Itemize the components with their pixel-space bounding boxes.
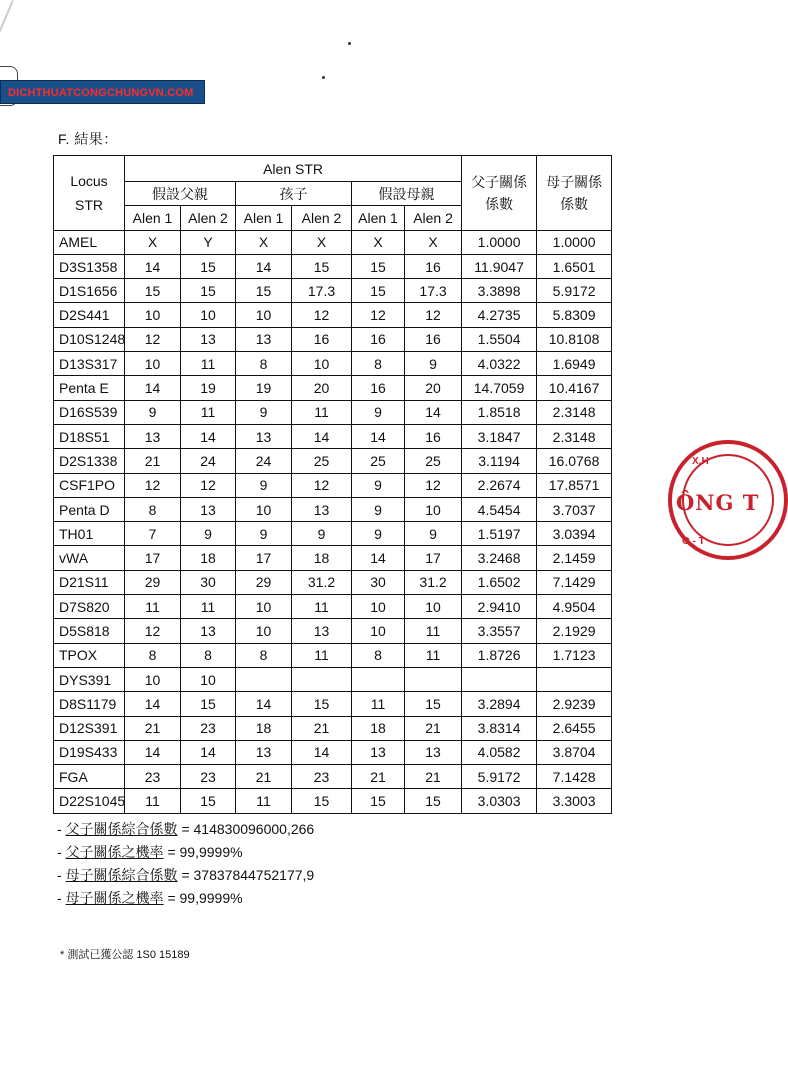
- cell-mother-allele2: 16: [405, 327, 462, 351]
- cell-child-allele2: 13: [292, 497, 352, 521]
- cell-child-allele1: 11: [236, 789, 292, 813]
- cell-father-allele1: 17: [125, 546, 181, 570]
- cell-mother-allele1: 21: [352, 765, 405, 789]
- cell-mother-allele1: 8: [352, 352, 405, 376]
- cell-locus: D22S1045: [54, 789, 125, 813]
- header-locus-label: Locus STR: [70, 172, 108, 213]
- cell-child-allele2: 15: [292, 254, 352, 278]
- cell-paternity-index: 1.5197: [462, 522, 537, 546]
- header-maternity-index: [537, 156, 612, 231]
- stamp-main-text: ÔNG T: [676, 490, 760, 515]
- cell-paternity-index: 4.0582: [462, 740, 537, 764]
- table-row: [54, 692, 612, 716]
- table-row: [54, 643, 612, 667]
- cell-maternity-index: 3.0394: [537, 522, 612, 546]
- header-mother-allele1: Alen 1: [352, 206, 405, 230]
- cell-father-allele1: 9: [125, 400, 181, 424]
- cell-mother-allele1: 15: [352, 789, 405, 813]
- cell-paternity-index: [462, 667, 537, 691]
- cell-father-allele2: 13: [181, 497, 236, 521]
- cell-father-allele2: 14: [181, 740, 236, 764]
- note-value: = 37837844752177,9: [177, 867, 315, 883]
- cell-paternity-index: 1.8518: [462, 400, 537, 424]
- table-row: [54, 449, 612, 473]
- cell-father-allele1: 7: [125, 522, 181, 546]
- note-prefix: -: [57, 821, 66, 837]
- header-mother-allele2: Alen 2: [405, 206, 462, 230]
- cell-locus: D12S391: [54, 716, 125, 740]
- table-row: [54, 303, 612, 327]
- note-label: 父子關係之機率: [65, 844, 164, 860]
- note-prefix: -: [57, 890, 66, 906]
- cell-child-allele1: 8: [236, 352, 292, 376]
- cell-father-allele2: 24: [181, 449, 236, 473]
- cell-maternity-index: 7.1429: [537, 570, 612, 594]
- cell-mother-allele1: 16: [352, 327, 405, 351]
- str-results-table: [53, 155, 612, 814]
- cell-mother-allele2: 31.2: [405, 570, 462, 594]
- header-father: 假設父親: [125, 182, 236, 206]
- cell-maternity-index: 2.3148: [537, 400, 612, 424]
- cell-maternity-index: 2.6455: [537, 716, 612, 740]
- cell-paternity-index: 2.2674: [462, 473, 537, 497]
- cell-mother-allele1: 30: [352, 570, 405, 594]
- cell-child-allele2: 14: [292, 740, 352, 764]
- cell-mother-allele1: 16: [352, 376, 405, 400]
- cell-mother-allele1: X: [352, 230, 405, 254]
- table-row: [54, 595, 612, 619]
- cell-mother-allele2: 16: [405, 254, 462, 278]
- cell-father-allele1: 14: [125, 254, 181, 278]
- cell-maternity-index: 2.1929: [537, 619, 612, 643]
- cell-child-allele1: 19: [236, 376, 292, 400]
- cell-father-allele1: 14: [125, 692, 181, 716]
- table-row: [54, 254, 612, 278]
- summary-notes: [57, 818, 314, 910]
- cell-locus: D3S1358: [54, 254, 125, 278]
- cell-father-allele1: 14: [125, 740, 181, 764]
- cell-locus: TH01: [54, 522, 125, 546]
- cell-mother-allele2: 10: [405, 497, 462, 521]
- red-seal-stamp: [668, 440, 788, 560]
- cell-locus: D13S317: [54, 352, 125, 376]
- cell-mother-allele2: 21: [405, 716, 462, 740]
- cell-father-allele1: 12: [125, 473, 181, 497]
- note-prefix: -: [57, 844, 66, 860]
- cell-maternity-index: 2.3148: [537, 424, 612, 448]
- cell-father-allele1: 8: [125, 643, 181, 667]
- cell-child-allele2: 23: [292, 765, 352, 789]
- summary-note: [57, 841, 314, 864]
- cell-father-allele2: 11: [181, 400, 236, 424]
- scan-speck: [348, 42, 351, 45]
- cell-child-allele1: 13: [236, 424, 292, 448]
- cell-mother-allele1: 14: [352, 424, 405, 448]
- cell-child-allele2: 17.3: [292, 279, 352, 303]
- note-value: = 99,9999%: [163, 844, 243, 860]
- cell-maternity-index: 16.0768: [537, 449, 612, 473]
- cell-father-allele2: 13: [181, 327, 236, 351]
- cell-father-allele2: 8: [181, 643, 236, 667]
- cell-child-allele1: 21: [236, 765, 292, 789]
- cell-father-allele1: 8: [125, 497, 181, 521]
- table-row: [54, 352, 612, 376]
- cell-maternity-index: 2.1459: [537, 546, 612, 570]
- cell-mother-allele1: 11: [352, 692, 405, 716]
- note-label: 母子關係之機率: [65, 890, 164, 906]
- cell-child-allele2: 15: [292, 789, 352, 813]
- cell-paternity-index: 3.3898: [462, 279, 537, 303]
- cell-child-allele2: 16: [292, 327, 352, 351]
- header-alen-str: Alen STR: [125, 156, 462, 182]
- cell-mother-allele2: 21: [405, 765, 462, 789]
- cell-child-allele2: 25: [292, 449, 352, 473]
- cell-child-allele1: 13: [236, 327, 292, 351]
- cell-paternity-index: 1.5504: [462, 327, 537, 351]
- cell-mother-allele1: 25: [352, 449, 405, 473]
- note-prefix: -: [57, 867, 66, 883]
- cell-child-allele2: 12: [292, 473, 352, 497]
- cell-father-allele1: 29: [125, 570, 181, 594]
- header-child-allele1: Alen 1: [236, 206, 292, 230]
- cell-child-allele1: 17: [236, 546, 292, 570]
- cell-mother-allele2: 20: [405, 376, 462, 400]
- cell-mother-allele2: 12: [405, 473, 462, 497]
- cell-maternity-index: 10.4167: [537, 376, 612, 400]
- cell-father-allele1: X: [125, 230, 181, 254]
- cell-locus: D21S11: [54, 570, 125, 594]
- cell-mother-allele1: 9: [352, 400, 405, 424]
- table-row: [54, 667, 612, 691]
- cell-child-allele2: 11: [292, 643, 352, 667]
- note-label: 父子關係綜合係數: [65, 821, 178, 837]
- table-row: [54, 546, 612, 570]
- cell-father-allele2: 15: [181, 254, 236, 278]
- cell-paternity-index: 3.0303: [462, 789, 537, 813]
- cell-paternity-index: 3.8314: [462, 716, 537, 740]
- cell-father-allele1: 21: [125, 449, 181, 473]
- cell-child-allele1: 13: [236, 740, 292, 764]
- cell-locus: CSF1PO: [54, 473, 125, 497]
- cell-mother-allele1: 9: [352, 497, 405, 521]
- cell-mother-allele1: 15: [352, 279, 405, 303]
- cell-child-allele2: 14: [292, 424, 352, 448]
- cell-paternity-index: 2.9410: [462, 595, 537, 619]
- cell-mother-allele2: 11: [405, 643, 462, 667]
- cell-child-allele1: 9: [236, 522, 292, 546]
- cell-locus: AMEL: [54, 230, 125, 254]
- cell-maternity-index: 5.9172: [537, 279, 612, 303]
- cell-child-allele1: 10: [236, 497, 292, 521]
- cell-father-allele1: 12: [125, 619, 181, 643]
- cell-mother-allele2: 15: [405, 692, 462, 716]
- summary-note: [57, 864, 314, 887]
- cell-paternity-index: 1.6502: [462, 570, 537, 594]
- cell-paternity-index: 3.2468: [462, 546, 537, 570]
- cell-father-allele1: 23: [125, 765, 181, 789]
- table-row: [54, 376, 612, 400]
- cell-child-allele1: 10: [236, 595, 292, 619]
- cell-father-allele2: 9: [181, 522, 236, 546]
- cell-child-allele1: 15: [236, 279, 292, 303]
- cell-father-allele1: 11: [125, 595, 181, 619]
- cell-locus: D7S820: [54, 595, 125, 619]
- cell-locus: D18S51: [54, 424, 125, 448]
- header-father-allele1: Alen 1: [125, 206, 181, 230]
- cell-paternity-index: 3.3557: [462, 619, 537, 643]
- cell-mother-allele1: 12: [352, 303, 405, 327]
- cell-child-allele2: 10: [292, 352, 352, 376]
- cell-maternity-index: 3.8704: [537, 740, 612, 764]
- cell-father-allele2: 15: [181, 692, 236, 716]
- cell-locus: FGA: [54, 765, 125, 789]
- cell-child-allele1: X: [236, 230, 292, 254]
- cell-paternity-index: 1.0000: [462, 230, 537, 254]
- cell-father-allele1: 11: [125, 789, 181, 813]
- cell-child-allele2: X: [292, 230, 352, 254]
- header-father-allele2: Alen 2: [181, 206, 236, 230]
- cell-maternity-index: 4.9504: [537, 595, 612, 619]
- header-paternity-index: [462, 156, 537, 231]
- cell-mother-allele2: 16: [405, 424, 462, 448]
- cell-father-allele2: 10: [181, 303, 236, 327]
- cell-maternity-index: 10.8108: [537, 327, 612, 351]
- cell-father-allele1: 12: [125, 327, 181, 351]
- cell-mother-allele2: 9: [405, 522, 462, 546]
- cell-child-allele1: 29: [236, 570, 292, 594]
- cell-child-allele1: 24: [236, 449, 292, 473]
- cell-locus: vWA: [54, 546, 125, 570]
- cell-child-allele1: 18: [236, 716, 292, 740]
- cell-child-allele2: 11: [292, 400, 352, 424]
- cell-locus: TPOX: [54, 643, 125, 667]
- cell-father-allele2: 23: [181, 765, 236, 789]
- cell-paternity-index: 1.8726: [462, 643, 537, 667]
- cell-mother-allele2: 17.3: [405, 279, 462, 303]
- cell-maternity-index: 2.9239: [537, 692, 612, 716]
- cell-maternity-index: 1.6501: [537, 254, 612, 278]
- cell-paternity-index: 5.9172: [462, 765, 537, 789]
- table-row: [54, 619, 612, 643]
- cell-locus: DYS391: [54, 667, 125, 691]
- table-row: [54, 716, 612, 740]
- cell-father-allele1: 14: [125, 376, 181, 400]
- cell-child-allele2: 20: [292, 376, 352, 400]
- cell-child-allele2: 9: [292, 522, 352, 546]
- cell-child-allele2: 21: [292, 716, 352, 740]
- table-row: [54, 765, 612, 789]
- cell-paternity-index: 4.0322: [462, 352, 537, 376]
- cell-father-allele1: 10: [125, 303, 181, 327]
- cell-maternity-index: 17.8571: [537, 473, 612, 497]
- cell-father-allele2: Y: [181, 230, 236, 254]
- table-row: [54, 570, 612, 594]
- cell-maternity-index: 3.3003: [537, 789, 612, 813]
- header-mother: 假設母親: [352, 182, 462, 206]
- cell-father-allele2: 10: [181, 667, 236, 691]
- cell-child-allele2: 12: [292, 303, 352, 327]
- cell-locus: D16S539: [54, 400, 125, 424]
- cell-father-allele2: 14: [181, 424, 236, 448]
- cell-father-allele2: 12: [181, 473, 236, 497]
- header-paternity-index-label: 父子關係 係數: [471, 173, 528, 212]
- cell-maternity-index: [537, 667, 612, 691]
- cell-mother-allele2: 17: [405, 546, 462, 570]
- cell-locus: Penta D: [54, 497, 125, 521]
- cell-child-allele2: [292, 667, 352, 691]
- cell-father-allele1: 13: [125, 424, 181, 448]
- cell-locus: D1S1656: [54, 279, 125, 303]
- cell-maternity-index: 5.8309: [537, 303, 612, 327]
- stamp-bottom-text: O - T: [682, 536, 705, 547]
- cell-mother-allele1: 15: [352, 254, 405, 278]
- cell-child-allele2: 13: [292, 619, 352, 643]
- cell-child-allele2: 31.2: [292, 570, 352, 594]
- cell-child-allele1: 8: [236, 643, 292, 667]
- cell-child-allele1: 9: [236, 473, 292, 497]
- cell-paternity-index: 4.2735: [462, 303, 537, 327]
- cell-mother-allele1: 9: [352, 473, 405, 497]
- cell-paternity-index: 4.5454: [462, 497, 537, 521]
- section-title: F. 結果：: [58, 131, 118, 147]
- cell-father-allele2: 11: [181, 595, 236, 619]
- table-row: [54, 279, 612, 303]
- cell-mother-allele1: 14: [352, 546, 405, 570]
- cell-child-allele1: [236, 667, 292, 691]
- table-row: [54, 327, 612, 351]
- cell-child-allele2: 18: [292, 546, 352, 570]
- header-child-allele2: Alen 2: [292, 206, 352, 230]
- cell-father-allele2: 30: [181, 570, 236, 594]
- table-row: [54, 522, 612, 546]
- cell-child-allele2: 11: [292, 595, 352, 619]
- cell-mother-allele2: 14: [405, 400, 462, 424]
- table-row: [54, 740, 612, 764]
- cell-locus: D2S441: [54, 303, 125, 327]
- table-body: [54, 230, 612, 813]
- table-row: [54, 400, 612, 424]
- cell-maternity-index: 1.0000: [537, 230, 612, 254]
- summary-note: [57, 818, 314, 841]
- cell-maternity-index: 1.7123: [537, 643, 612, 667]
- cell-child-allele1: 10: [236, 303, 292, 327]
- cell-child-allele1: 14: [236, 692, 292, 716]
- cell-child-allele1: 10: [236, 619, 292, 643]
- cell-locus: Penta E: [54, 376, 125, 400]
- cell-mother-allele2: 10: [405, 595, 462, 619]
- cell-mother-allele1: 13: [352, 740, 405, 764]
- scan-speck: [322, 76, 325, 79]
- cell-mother-allele1: 18: [352, 716, 405, 740]
- note-value: = 414830096000,266: [177, 821, 315, 837]
- cell-mother-allele1: 10: [352, 619, 405, 643]
- header-maternity-index-label: 母子關係 係數: [546, 173, 603, 212]
- cell-paternity-index: 11.9047: [462, 254, 537, 278]
- table-row: [54, 473, 612, 497]
- header-locus: [54, 156, 125, 231]
- cell-locus: D2S1338: [54, 449, 125, 473]
- cell-locus: D19S433: [54, 740, 125, 764]
- cell-mother-allele2: 13: [405, 740, 462, 764]
- cell-paternity-index: 14.7059: [462, 376, 537, 400]
- cell-father-allele2: 13: [181, 619, 236, 643]
- cell-father-allele2: 19: [181, 376, 236, 400]
- table-row: [54, 497, 612, 521]
- cell-mother-allele2: X: [405, 230, 462, 254]
- cell-paternity-index: 3.1194: [462, 449, 537, 473]
- note-value: = 99,9999%: [163, 890, 243, 906]
- header-child: 孩子: [236, 182, 352, 206]
- cell-locus: D8S1179: [54, 692, 125, 716]
- cell-mother-allele2: 11: [405, 619, 462, 643]
- cell-locus: D10S1248: [54, 327, 125, 351]
- note-label: 母子關係綜合係數: [65, 867, 178, 883]
- cell-father-allele2: 15: [181, 279, 236, 303]
- summary-note: [57, 887, 314, 910]
- cell-mother-allele2: 12: [405, 303, 462, 327]
- cell-father-allele2: 23: [181, 716, 236, 740]
- cell-mother-allele2: 9: [405, 352, 462, 376]
- cell-mother-allele1: 9: [352, 522, 405, 546]
- cell-father-allele1: 21: [125, 716, 181, 740]
- cell-child-allele2: 15: [292, 692, 352, 716]
- cell-locus: D5S818: [54, 619, 125, 643]
- table-row: [54, 424, 612, 448]
- cell-paternity-index: 3.1847: [462, 424, 537, 448]
- stamp-top-text: X.H: [692, 456, 709, 467]
- cell-father-allele1: 10: [125, 352, 181, 376]
- cell-mother-allele2: 25: [405, 449, 462, 473]
- watermark-banner: DICHTHUATCONGCHUNGVN.COM: [0, 80, 205, 104]
- footnote: * 測試已獲公認 1S0 15189: [60, 949, 190, 961]
- cell-maternity-index: 7.1428: [537, 765, 612, 789]
- cell-paternity-index: 3.2894: [462, 692, 537, 716]
- cell-father-allele2: 18: [181, 546, 236, 570]
- cell-mother-allele1: [352, 667, 405, 691]
- cell-father-allele2: 15: [181, 789, 236, 813]
- cell-father-allele2: 11: [181, 352, 236, 376]
- cell-child-allele1: 14: [236, 254, 292, 278]
- cell-mother-allele2: 15: [405, 789, 462, 813]
- cell-mother-allele1: 10: [352, 595, 405, 619]
- cell-mother-allele2: [405, 667, 462, 691]
- table-row: [54, 789, 612, 813]
- cell-maternity-index: 1.6949: [537, 352, 612, 376]
- cell-child-allele1: 9: [236, 400, 292, 424]
- cell-father-allele1: 10: [125, 667, 181, 691]
- cell-father-allele1: 15: [125, 279, 181, 303]
- cell-maternity-index: 3.7037: [537, 497, 612, 521]
- table-row: [54, 230, 612, 254]
- cell-mother-allele1: 8: [352, 643, 405, 667]
